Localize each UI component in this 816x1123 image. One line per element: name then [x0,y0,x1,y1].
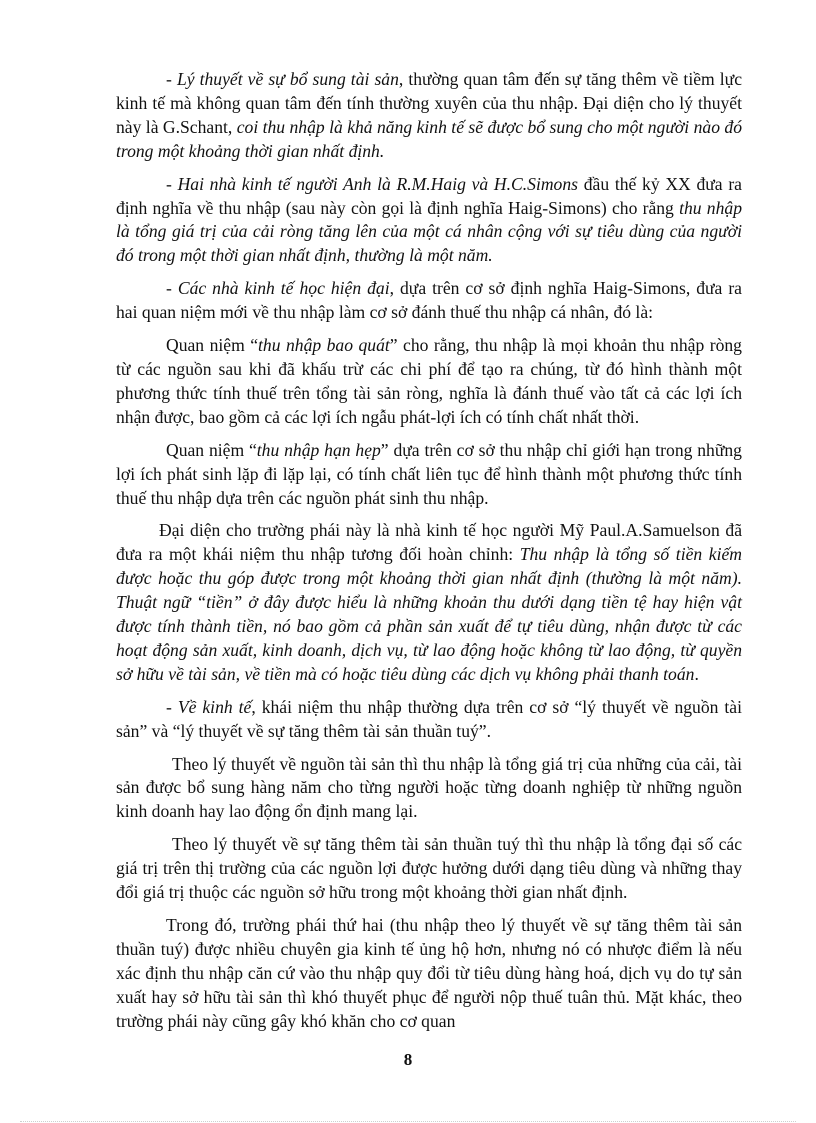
paragraph-7 [116,696,742,744]
italic-text-run: thu nhập hạn hẹp [256,439,381,460]
page-bottom-divider [20,1121,796,1122]
text-run: ” dựa trên cơ sở thu nhập chỉ giới hạn trong những lợi ích phát sinh lặp đi lặp lại, có tính chất liên tục để hình thành một phương thức tính thuế thu nhập dựa trên các nguồn phát sinh thu nhập. [116,439,742,508]
text-run: ” cho rằng, thu nhập là mọi khoản thu nhập ròng từ các nguồn sau khi đã khấu trừ các chi phí để tạo ra chúng, từ đó hình thành một phương thức tính thuế trên tổng tài sản ròng, nghĩa là đánh thuế vào tất cả các lợi ích nhận được, bao gồm cả các lợi ích ngẫu phát-lợi ích có tính chất nhất thời. [116,335,742,427]
text-run: , thường quan tâm đến sự tăng thêm về tiềm lực kinh tế mà không quan tâm đến tính thường xuyên của thu nhập. Đại diện cho lý thuyết này là G.Schant, [116,69,743,137]
text-run: Quan niệm “ [166,439,257,460]
text-run: - [166,278,178,299]
paragraph-4 [116,334,742,430]
body-text [116,68,742,1043]
italic-text-run: thu nhập bao quát [258,335,390,356]
paragraph-10 [116,914,742,1034]
italic-text-run: coi thu nhập là khả năng kinh tế sẽ được bổ sung cho một người nào đó trong một khoảng thời gian nhất định. [116,116,743,161]
text-run: Theo lý thuyết về nguồn tài sản thì thu nhập là tổng giá trị của những của cải, tài sản được bổ sung hàng năm cho từng người hoặc từng doanh nghiệp từ những nguồn kinh doanh hay lao động ổn định mang lại. [116,753,742,822]
text-run: . [694,663,699,684]
paragraph-2 [116,173,742,269]
text-run: Quan niệm “ [166,335,259,356]
page-number: 8 [403,1050,413,1069]
text-run: đầu thế kỷ XX đưa ra định nghĩa về thu nhập (sau này còn gọi là định nghĩa Haig-Simons) cho rằng [116,173,742,218]
italic-text-run: Lý thuyết về sự bổ sung tài sản [176,69,399,89]
text-run: , dựa trên cơ sở định nghĩa Haig-Simons, đưa ra hai quan niệm mới về thu nhập làm cơ sở đánh thuế thu nhập cá nhân, đó là: [116,278,742,323]
text-run: , khái niệm thu nhập thường dựa trên cơ sở “lý thuyết về nguồn tài sản” và “lý thuyết về sự tăng thêm tài sản thuần tuý”. [116,696,743,741]
paragraph-3 [116,277,742,325]
italic-text-run: thu nhập là tổng giá trị của cải ròng tăng lên của một cá nhân cộng với sự tiêu dùng của người đó trong một thời gian nhất định, thường là một năm. [116,197,742,266]
paragraph-8 [116,753,742,825]
text-run: Trong đó, trường phái thứ hai (thu nhập theo lý thuyết về sự tăng thêm tài sản thuần tuý) được nhiều chuyên gia kinh tế ủng hộ hơn, nhưng nó có nhược điểm là nếu xác định thu nhập căn cứ vào thu nhập quy đổi từ tiêu dùng hàng hoá, dịch vụ do tự sản xuất hay sở hữu tài sản thì khó thuyết phục để người nộp thuế tuân thủ. Mặt khác, theo trường phái này cũng gây khó khăn cho cơ quan [116,915,742,1031]
text-run: - [166,69,177,89]
paragraph-6 [116,519,742,686]
italic-text-run: Về kinh tế [177,696,252,717]
paragraph-9 [116,833,742,905]
italic-text-run: - Hai nhà kinh tế người Anh là R.M.Haig và H.C.Simons [166,173,578,194]
italic-text-run: Các nhà kinh tế học hiện đại [177,278,390,299]
text-run: - [166,696,178,717]
text-run: Theo lý thuyết về sự tăng thêm tài sản thuần tuý thì thu nhập là tổng đại số các giá trị trên thị trường của các nguồn lợi được hưởng dưới dạng tiêu dùng và những thay đổi giá trị thuộc các nguồn sở hữu trong một khoảng thời gian nhất định. [116,834,742,903]
italic-text-run: Thu nhập là tổng số tiền kiếm được hoặc thu góp được trong một khoảng thời gian nhất định (thường là một năm). Thuật ngữ “tiền” ở đây được hiểu là những khoản thu dưới dạng tiền tệ hay hiện vật được tính thành tiền, nó bao gồm cả phần sản xuất để tự tiêu dùng, nhận được từ các hoạt động sản xuất, kinh doanh, dịch vụ, từ lao động hoặc không từ lao động, từ quyền sở hữu về tài sản, về tiền mà có hoặc tiêu dùng các dịch vụ không phải thanh toán [116,544,742,684]
paragraph-5 [116,439,742,511]
paragraph-1 [116,68,742,164]
text-run: Đại diện cho trường phái này là nhà kinh tế học người Mỹ Paul.A.Samuelson đã đưa ra một khái niệm thu nhập tương đối hoàn chỉnh: [116,520,742,565]
